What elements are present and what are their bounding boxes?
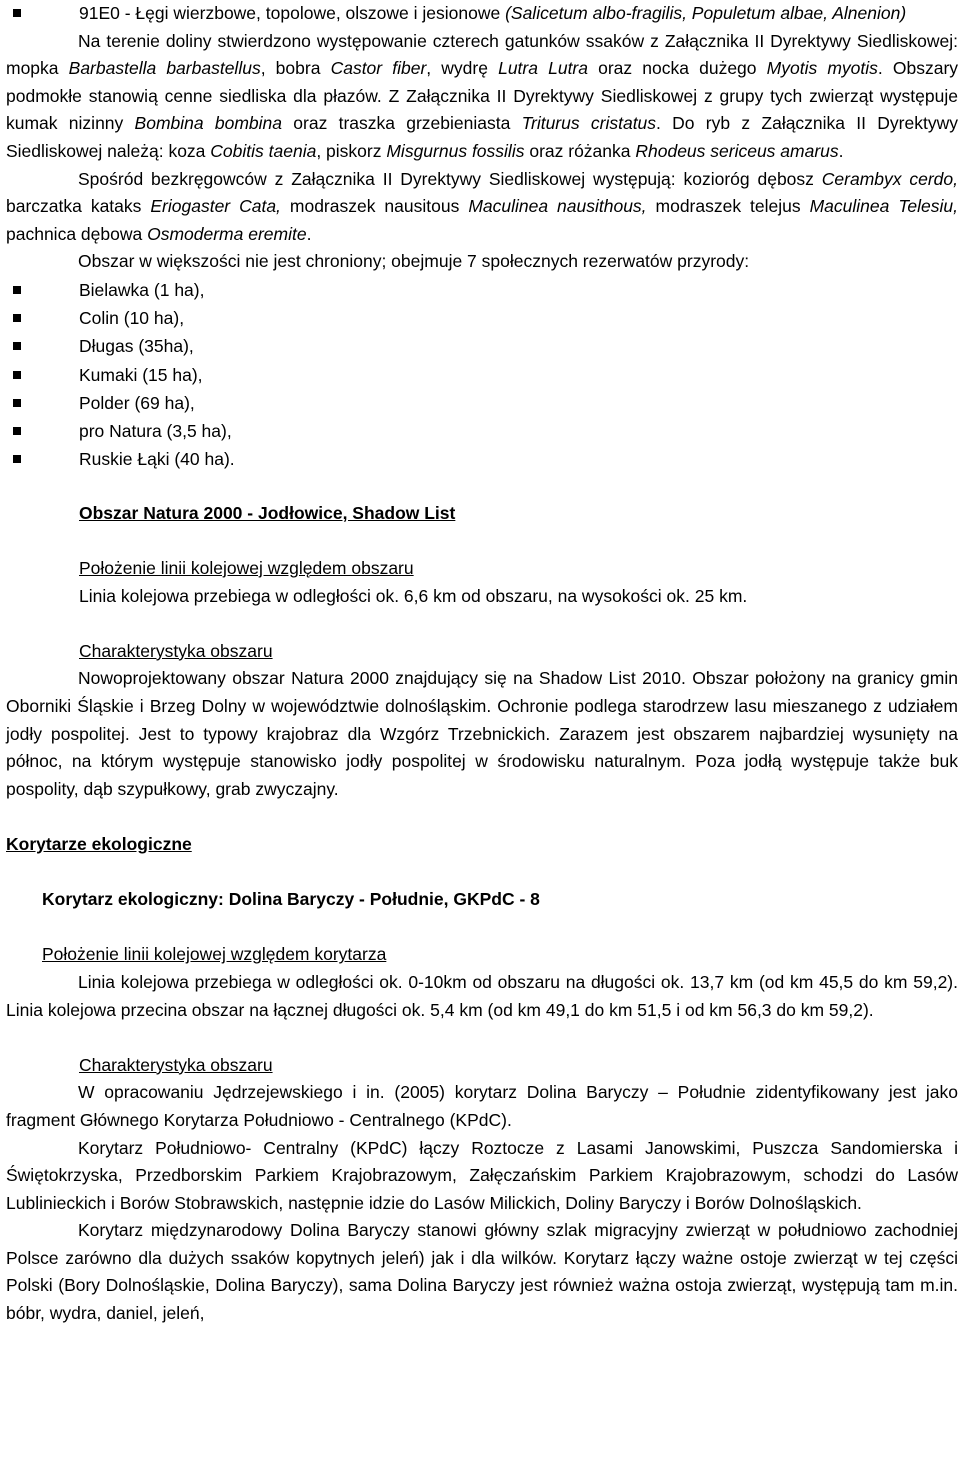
square-bullet-icon (13, 371, 21, 379)
list-item: Colin (10 ha), (6, 304, 958, 332)
spacer (6, 610, 958, 638)
spacer (6, 859, 958, 887)
corridor-subtitle: Korytarz ekologiczny: Dolina Baryczy - Południe, GKPdC - 8 (42, 889, 540, 910)
spacer (6, 527, 958, 555)
spacer (6, 803, 958, 831)
natura-section-title: Obszar Natura 2000 - Jodłowice, Shadow List (79, 502, 456, 523)
square-bullet-icon (13, 9, 21, 17)
natura-characteristics-text: Nowoprojektowany obszar Natura 2000 znajdujący się na Shadow List 2010. Obszar położony na granicy gmin Oborniki Śląskie i Brzeg Dolny w województwie dolnośląskim. Ochronie podlega starodrzew lasu mieszanego z udziałem jodły pospolitej. Jest to typowy krajobraz dla Wzgórz Trzebnickich. Zarazem jest obszarem najbardziej wysunięty na północ, na którym występuje stanowisko jodły pospolitej w środowisku naturalnym. Poza jodłą występuje także buk pospolity, dąb szypułkowy, grab zwyczajny. (6, 668, 958, 799)
list-item: Ruskie Łąki (40 ha). (6, 445, 958, 473)
corridor-paragraph-2: Korytarz Południowo- Centralny (KPdC) łączy Roztocze z Lasami Janowskimi, Puszcza Sandomierska i Świętokrzyska, Przedborskim Parkiem Krajobrazowym, Załęczańskim Parkiem Krajobrazowym, schodzi do Lasów Lublinieckich i Borów Stobrawskich, następnie idzie do Lasów Milickich, Doliny Baryczy i Borów Dolnośląskich. (6, 1137, 958, 1213)
list-item: Polder (69 ha), (6, 389, 958, 417)
corridor-characteristics-heading: Charakterystyka obszaru (79, 1054, 273, 1075)
invertebrates-paragraph: Spośród bezkręgowców z Załącznika II Dyrektywy Siedliskowej występują: kozioróg dębosz Cerambyx cerdo, barczatka kataks Eriogaster Cata, modraszek nausitous Maculinea nausithous, modraszek telejus Maculinea Telesiu, pachnica dębowa Osmoderma eremite. (6, 168, 959, 244)
natura-location-heading: Położenie linii kolejowej względem obszaru (79, 558, 414, 579)
habitat-text: 91E0 - Łęgi wierzbowe, topolowe, olszowe i jesionowe (Salicetum albo-fragilis, Populetum albae, Alnenion) (79, 3, 907, 23)
natura-location-text: Linia kolejowa przebiega w odległości ok. 6,6 km od obszaru, na wysokości ok. 25 km. (79, 585, 748, 606)
square-bullet-icon (13, 286, 21, 294)
fauna-paragraph: Na terenie doliny stwierdzono występowanie czterech gatunków ssaków z Załącznika II Dyrektywy Siedliskowej: mopka Barbastella barbastellus, bobra Castor fiber, wydrę Lutra Lutra oraz nocka dużego Myotis myotis. Obszary podmokłe stanowią cenne siedliska dla płazów. Z Załącznika II Dyrektywy Siedliskowej z grupy tych zwierząt występuje kumak nizinny Bombina bombina oraz traszka grzebieniasta Triturus cristatus. Do ryb z Załącznika II Dyrektywy Siedliskowej należą: koza Cobitis taenia, piskorz Misgurnus fossilis oraz różanka Rhodeus sericeus amarus. (6, 30, 959, 161)
list-item: pro Natura (3,5 ha), (6, 417, 958, 445)
list-item: Bielawka (1 ha), (6, 276, 958, 304)
natura-characteristics-heading: Charakterystyka obszaru (79, 640, 273, 661)
corridor-paragraph-3: Korytarz międzynarodowy Dolina Baryczy stanowi główny szlak migracyjny zwierząt w południowo zachodniej Polsce zarówno dla dużych ssaków kopytnych jeleń) jak i dla wilków. Korytarz łączy ważne ostoje zwierząt w tej części Polski (Bory Dolnośląskie, Dolina Baryczy), sama Dolina Baryczy jest również ważna ostoja zwierząt, występują tam m.in. bóbr, wydra, daniel, jeleń, (6, 1220, 958, 1324)
corridor-paragraph-1: W opracowaniu Jędrzejewskiego i in. (2005) korytarz Dolina Baryczy – Południe zidentyfikowany jest jako fragment Głównego Korytarza Południowo - Centralnego (KPdC). (6, 1082, 958, 1130)
habitat-bullet-item (6, 0, 958, 28)
square-bullet-icon (13, 427, 21, 435)
list-item: Kumaki (15 ha), (6, 361, 958, 389)
spacer (6, 914, 958, 942)
spacer (6, 1024, 958, 1052)
square-bullet-icon (13, 455, 21, 463)
spacer (6, 473, 958, 501)
corridor-location-text: Linia kolejowa przebiega w odległości ok. 0-10km od obszaru na długości ok. 13,7 km (od km 45,5 do km 59,2). Linia kolejowa przecina obszar na łącznej długości ok. 5,4 km (od km 49,1 do km 51,5 i od km 56,3 do km 59,2). (6, 971, 958, 1020)
square-bullet-icon (13, 314, 21, 322)
square-bullet-icon (13, 399, 21, 407)
corridors-section-title: Korytarze ekologiczne (6, 833, 192, 854)
corridor-location-heading: Położenie linii kolejowej względem korytarza (42, 944, 387, 965)
list-item: Długas (35ha), (6, 332, 958, 360)
reserves-list (6, 276, 958, 473)
reserves-intro: Obszar w większości nie jest chroniony; obejmuje 7 społecznych rezerwatów przyrody: (78, 251, 750, 272)
square-bullet-icon (13, 342, 21, 350)
